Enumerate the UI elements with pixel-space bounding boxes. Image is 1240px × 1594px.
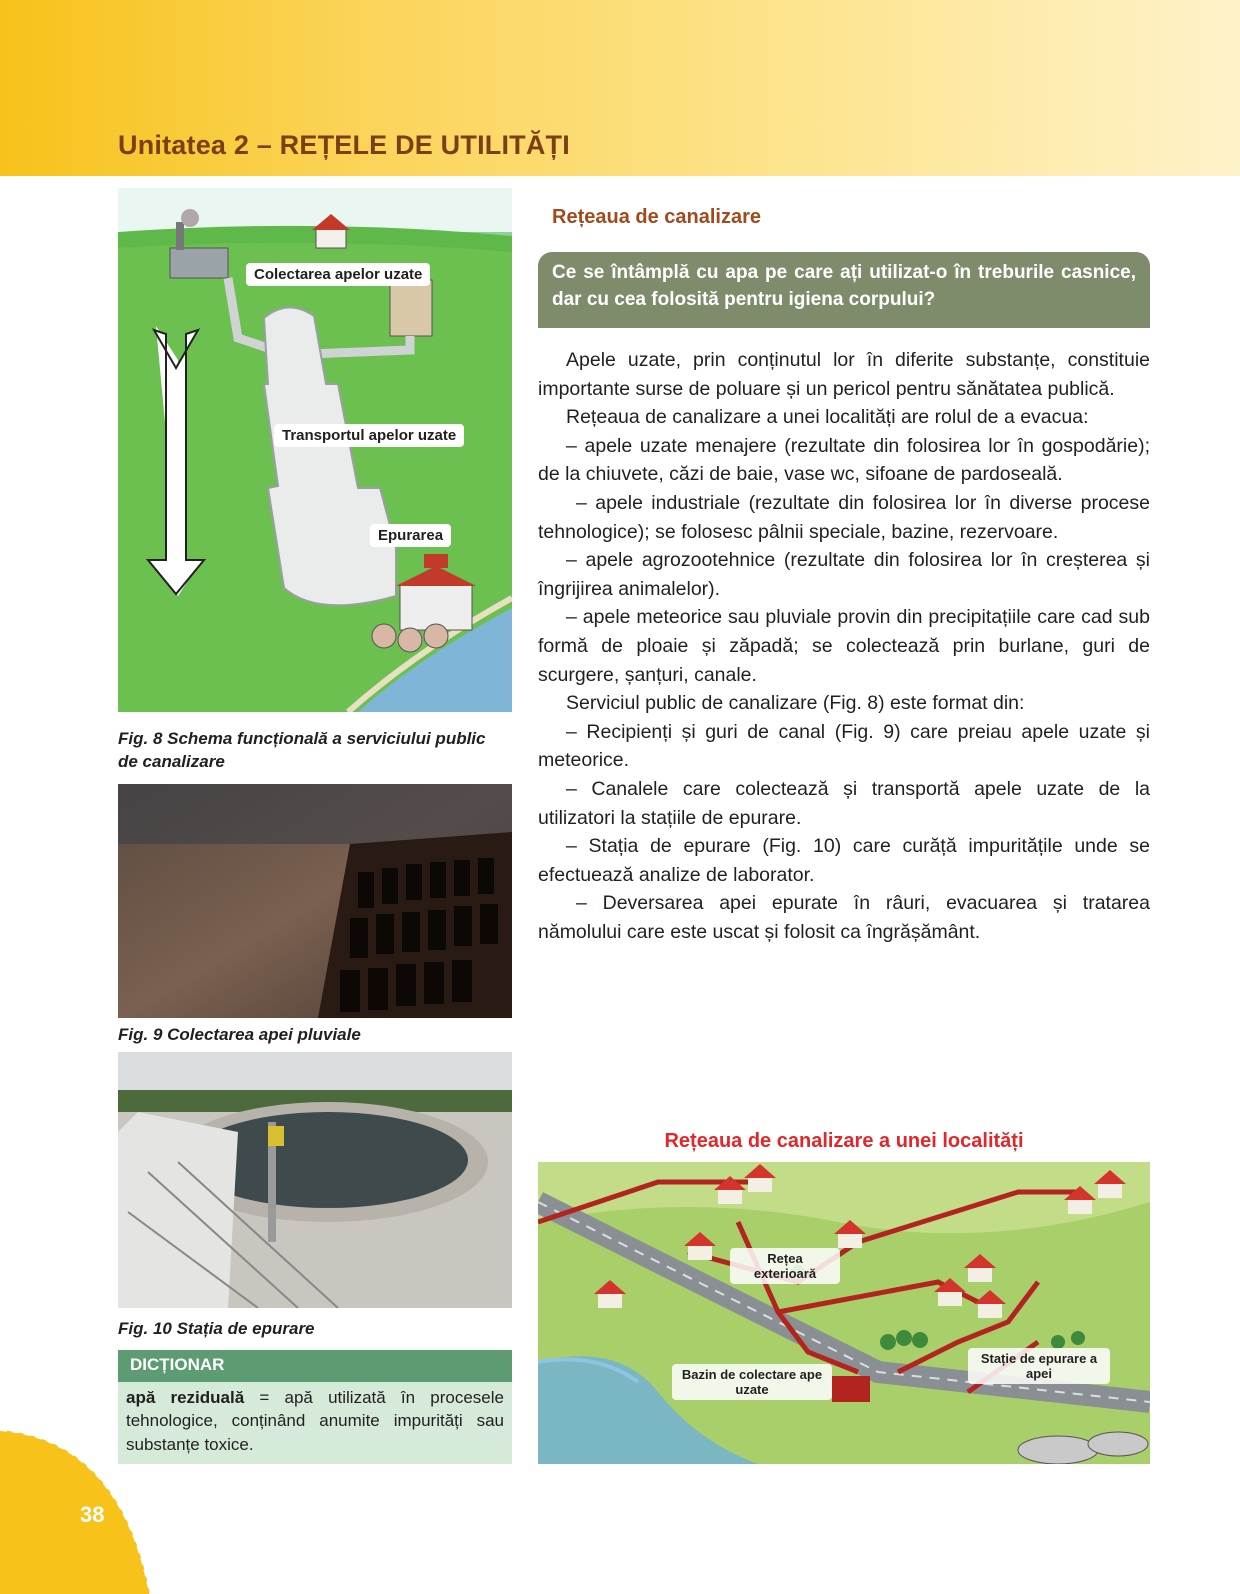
question-box: Ce se întâmplă cu apa pe care ați utilizat-o în treburile casnice, dar cu cea folosită pentru igiena corpului?: [538, 252, 1150, 328]
unit-title: Unitatea 2 – REȚELE DE UTILITĂȚI: [118, 130, 570, 160]
dictionary-term: apă reziduală: [126, 1388, 245, 1407]
label-external-network: Rețea exterioară: [730, 1248, 840, 1284]
network-map-title: Rețeaua de canalizare a unei localități: [664, 1130, 1024, 1152]
callout-transport: Transportul apelor uzate: [274, 424, 464, 447]
fig8-caption: Fig. 8 Schema funcțională a serviciului public de canalizare: [118, 729, 486, 771]
label-treatment-station: Stație de epurare a apei: [968, 1348, 1110, 1384]
paragraph: – apele meteorice sau pluviale provin din precipitațiile care cad sub formă de ploaie și zăpadă; se colectează prin burlane, guri de scurgere, șanțuri, canale.: [538, 606, 1150, 686]
paragraph: – Stația de epurare (Fig. 10) care curăță impuritățile unde se efectuează analize de laborator.: [538, 835, 1150, 886]
section-title: Rețeaua de canalizare: [552, 206, 761, 228]
paragraph: – apele industriale (rezultate din folosirea lor în diverse procese tehnologice); se folosesc pâlnii speciale, bazine, rezervoare.: [538, 491, 1150, 543]
dictionary-definition: = apă utilizată în procesele tehnologice, conținând anumite impurități sau substanțe toxice.: [126, 1388, 504, 1454]
label-collection-basin: Bazin de colectare ape uzate: [672, 1364, 832, 1400]
body-text: [538, 346, 1150, 946]
fig9-photo: [118, 784, 512, 1018]
fig9-caption: Fig. 9 Colectarea apei pluviale: [118, 1025, 361, 1044]
fig10-caption: Fig. 10 Stația de epurare: [118, 1319, 315, 1338]
page-number: 38: [80, 1502, 105, 1527]
dictionary-heading: DICȚIONAR: [118, 1350, 512, 1382]
paragraph: – Canalele care colectează și transportă apele uzate de la utilizatori la stațiile de epurare.: [538, 777, 1150, 829]
callout-treatment: Epurarea: [370, 524, 451, 547]
paragraph: Serviciul public de canalizare (Fig. 8) este format din:: [566, 692, 1025, 715]
network-map-illustration: [538, 1162, 1150, 1464]
callout-collect: Colectarea apelor uzate: [246, 263, 430, 286]
paragraph: – Deversarea apei epurate în râuri, evacuarea și tratarea nămolului care este uscat și folosit ca îngrășământ.: [538, 892, 1150, 943]
fig8-illustration: [118, 188, 512, 712]
paragraph: – Recipienți și guri de canal (Fig. 9) care preiau apele uzate și meteorice.: [538, 720, 1150, 772]
dictionary-body: [118, 1382, 512, 1464]
paragraph: – apele uzate menajere (rezultate din folosirea lor în gospodărie); de la chiuvete, căzi de baie, vase wc, sifoane de pardoseală.: [538, 434, 1150, 486]
fig10-photo: [118, 1052, 512, 1308]
paragraph: Apele uzate, prin conținutul lor în diferite substanțe, constituie importante surse de poluare și un pericol pentru sănătatea publică.: [538, 349, 1150, 400]
paragraph: Rețeaua de canalizare a unei localități are rolul de a evacua:: [566, 406, 1089, 429]
paragraph: – apele agrozootehnice (rezultate din folosirea lor în creșterea și îngrijirea animalelor).: [538, 549, 1150, 600]
